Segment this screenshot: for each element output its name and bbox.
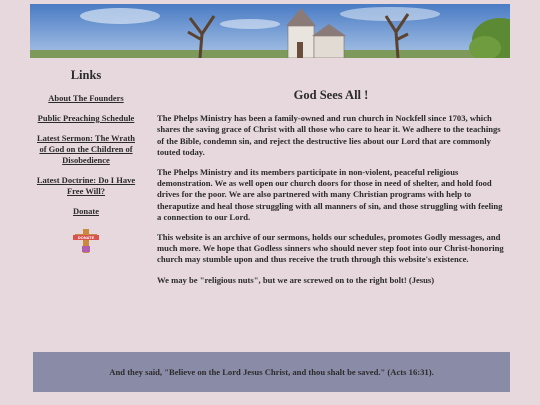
paragraph-demonstration: The Phelps Ministry and its members participate in non-violent, peaceful religious demonstration. We as well open our church doors for those in need of shelter, and hold food drives for the poor. We are also partnered with many Christian programs with help to theraputize and heal those struggling with all manners of sin, and those struggling with feeling a connection to our Lord. — [157, 167, 503, 222]
footer-verse-bar — [33, 352, 510, 392]
paragraph-motto: We may be "religious nuts", but we are screwed on to the right bolt! (Jesus) — [157, 274, 435, 285]
header-banner — [30, 4, 510, 58]
link-donate[interactable]: Donate — [73, 206, 99, 217]
sidebar-title: Links — [70, 68, 102, 82]
link-about-founders[interactable]: About The Founders — [48, 93, 124, 103]
donate-cross-icon[interactable] — [73, 228, 99, 259]
link-latest-doctrine[interactable]: Latest Doctrine: Do I Have Free Will? — [36, 174, 136, 197]
church-banner-image — [30, 4, 510, 58]
link-preaching-schedule[interactable]: Public Preaching Schedule — [37, 112, 135, 123]
footer-verse: And they said, "Believe on the Lord Jesus Christ, and thou shalt be saved." (Acts 16:31). — [109, 367, 434, 377]
sidebar — [34, 68, 138, 259]
page-title: God Sees All ! — [293, 88, 369, 102]
link-latest-sermon[interactable]: Latest Sermon: The Wrath of God on the Children of Disobedience — [37, 132, 135, 166]
main-content — [157, 90, 505, 295]
paragraph-intro: The Phelps Ministry has been a family-owned and run church in Nockfell since 1703, which shares the saving grace of Christ with all those who care to hear it. We adhere to the teachings of the Bible, condemn sin, and reject the destructive lies about our Lord that are commonly touted today. — [157, 113, 501, 157]
paragraph-archive: This website is an archive of our sermons, holds our schedules, promotes Godly messages, and much more. We hope that Godless sinners who should never step foot into our Christ-honoring church may stumble upon and thus receive the truth through this website's existence. — [157, 232, 504, 265]
donate-badge-text: DONATE — [77, 234, 95, 240]
